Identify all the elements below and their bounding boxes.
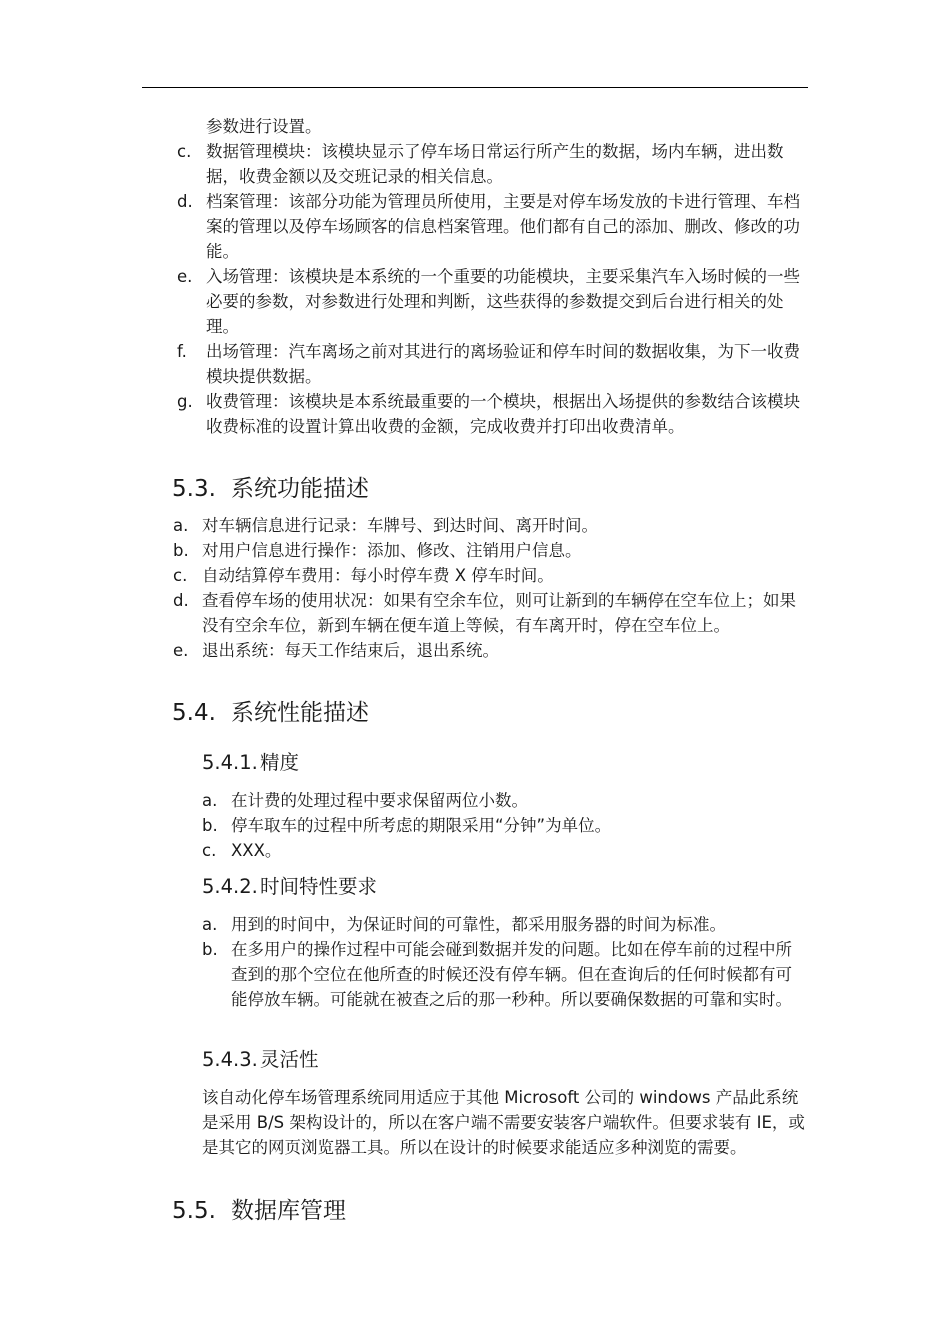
list-marker: e. bbox=[173, 641, 189, 660]
list-marker: c. bbox=[202, 841, 217, 860]
list-item-text: XXX。 bbox=[231, 841, 282, 860]
section-title: 系统功能描述 bbox=[231, 476, 369, 502]
list-item bbox=[177, 139, 808, 189]
section-title: 系统性能描述 bbox=[231, 700, 369, 726]
section-number: 5.3. bbox=[172, 476, 216, 502]
list-item bbox=[177, 264, 808, 339]
list-item-text: 出场管理：汽车离场之前对其进行的离场验证和停车时间的数据收集，为下一收费模块提供数据。 bbox=[206, 342, 800, 386]
subsection-number: 5.4.2. bbox=[202, 875, 258, 898]
list-item bbox=[202, 813, 808, 838]
subsection-heading-5-4-2 bbox=[0, 870, 950, 904]
section-number: 5.5. bbox=[172, 1198, 216, 1224]
list-marker: d. bbox=[173, 591, 189, 610]
list-item-continuation bbox=[206, 114, 808, 139]
list-item-text: 数据管理模块：该模块显示了停车场日常运行所产生的数据，场内车辆，进出数据，收费金额以及交班记录的相关信息。 bbox=[206, 142, 784, 186]
section-heading-5-5 bbox=[0, 1192, 950, 1230]
list-marker: b. bbox=[173, 541, 189, 560]
subsection-title: 精度 bbox=[260, 751, 300, 774]
list-marker: c. bbox=[177, 142, 192, 161]
list-marker: a. bbox=[173, 516, 189, 535]
list-item bbox=[173, 588, 808, 638]
intro-list bbox=[0, 114, 950, 439]
list-item bbox=[177, 189, 808, 264]
list-marker: f. bbox=[177, 342, 187, 361]
list-item bbox=[173, 513, 808, 538]
subsection-number: 5.4.3. bbox=[202, 1048, 258, 1071]
list-item bbox=[173, 563, 808, 588]
timing-list bbox=[0, 912, 950, 1012]
subsection-title: 灵活性 bbox=[260, 1048, 319, 1071]
subsection-heading-5-4-1 bbox=[0, 746, 950, 780]
list-item-text: 自动结算停车费用：每小时停车费 X 停车时间。 bbox=[202, 566, 554, 585]
list-item bbox=[173, 538, 808, 563]
list-item-text: 用到的时间中，为保证时间的可靠性，都采用服务器的时间为标准。 bbox=[231, 915, 726, 934]
list-item bbox=[202, 838, 808, 863]
subsection-heading-5-4-3 bbox=[0, 1043, 950, 1077]
list-item-text: 停车取车的过程中所考虑的期限采用“分钟”为单位。 bbox=[231, 816, 612, 835]
list-item-text: 入场管理：该模块是本系统的一个重要的功能模块，主要采集汽车入场时候的一些必要的参数，对参数进行处理和判断，这些获得的参数提交到后台进行相关的处理。 bbox=[206, 267, 800, 336]
section-heading-5-3 bbox=[0, 470, 950, 508]
list-item bbox=[202, 788, 808, 813]
list-marker: d. bbox=[177, 192, 193, 211]
list-item-text: 对用户信息进行操作：添加、修改、注销用户信息。 bbox=[202, 541, 582, 560]
list-marker: c. bbox=[173, 566, 188, 585]
list-item-text: 在计费的处理过程中要求保留两位小数。 bbox=[231, 791, 528, 810]
precision-list bbox=[0, 788, 950, 863]
list-item-text: 参数进行设置。 bbox=[206, 117, 322, 136]
list-item-text: 退出系统：每天工作结束后，退出系统。 bbox=[202, 641, 499, 660]
subsection-title: 时间特性要求 bbox=[260, 875, 378, 898]
list-item-text: 在多用户的操作过程中可能会碰到数据并发的问题。比如在停车前的过程中所查到的那个空位在他所查的时候还没有停车辆。但在查询后的任何时候都有可能停放车辆。可能就在被查之后的那一秒种。所以要确保数据的可靠和实时。 bbox=[231, 940, 792, 1009]
list-marker: a. bbox=[202, 915, 218, 934]
list-item bbox=[202, 912, 808, 937]
list-marker: a. bbox=[202, 791, 218, 810]
list-item-text: 对车辆信息进行记录：车牌号、到达时间、离开时间。 bbox=[202, 516, 598, 535]
section-heading-5-4 bbox=[0, 694, 950, 732]
list-item bbox=[177, 339, 808, 389]
list-item-text: 档案管理：该部分功能为管理员所使用，主要是对停车场发放的卡进行管理、车档案的管理以及停车场顾客的信息档案管理。他们都有自己的添加、删改、修改的功能。 bbox=[206, 192, 800, 261]
subsection-number: 5.4.1. bbox=[202, 751, 258, 774]
list-item bbox=[177, 389, 808, 439]
list-marker: g. bbox=[177, 392, 193, 411]
list-item bbox=[173, 638, 808, 663]
flexibility-paragraph: 该自动化停车场管理系统同用适应于其他 Microsoft 公司的 windows 产品此系统是采用 B/S 架构设计的，所以在客户端不需要安装客户端软件。但要求装有 IE，或是其它的网页浏览器工具。所以在设计的时候要求能适应多种浏览的需要。 bbox=[202, 1088, 805, 1157]
list-marker: b. bbox=[202, 940, 218, 959]
list-marker: e. bbox=[177, 267, 193, 286]
list-item-text: 收费管理：该模块是本系统最重要的一个模块，根据出入场提供的参数结合该模块收费标准的设置计算出收费的金额，完成收费并打印出收费清单。 bbox=[206, 392, 800, 436]
section-number: 5.4. bbox=[172, 700, 216, 726]
list-marker: b. bbox=[202, 816, 218, 835]
function-list bbox=[0, 513, 950, 663]
header-rule bbox=[142, 87, 808, 88]
section-title: 数据库管理 bbox=[231, 1198, 346, 1224]
list-item-text: 查看停车场的使用状况：如果有空余车位，则可让新到的车辆停在空车位上；如果没有空余车位，新到车辆在便车道上等候，有车离开时，停在空车位上。 bbox=[202, 591, 796, 635]
list-item bbox=[202, 937, 808, 1012]
